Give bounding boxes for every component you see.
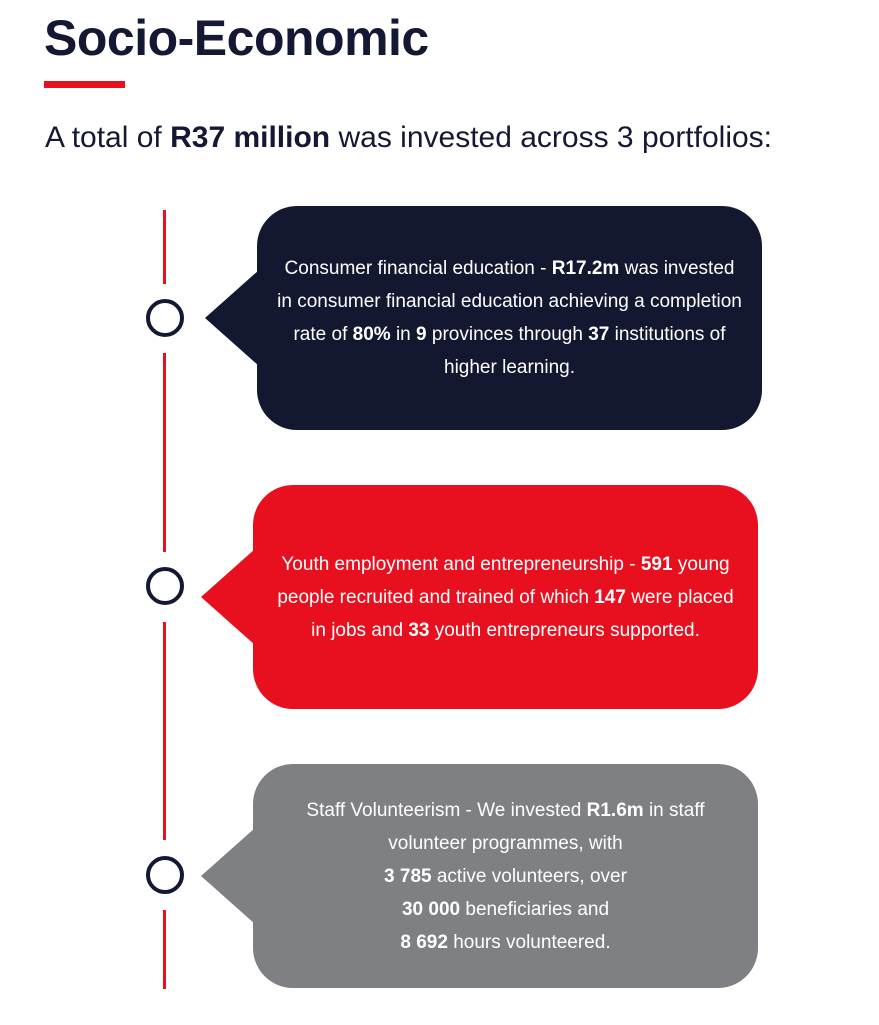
- highlight-provinces: 9: [416, 324, 427, 345]
- text-run: in: [390, 324, 417, 345]
- highlight-hours: 8 692: [400, 931, 448, 953]
- text-run: was invested in consumer financial education achieving a completion rate of: [277, 258, 742, 345]
- text-run: Consumer financial education -: [284, 258, 552, 279]
- highlight-amount: R17.2m: [551, 258, 620, 279]
- timeline-node-3: [146, 856, 184, 894]
- timeline-line-segment: [163, 622, 166, 840]
- text-run: active volunteers, over: [431, 865, 627, 887]
- portfolio-description: [271, 794, 740, 959]
- text-run: Staff Volunteerism - We invested: [306, 799, 587, 821]
- highlight-institutions: 37: [588, 324, 610, 345]
- timeline-node-2: [146, 567, 184, 605]
- text-run: were placed in jobs and: [311, 586, 734, 641]
- highlight-entrepreneurs: 33: [408, 619, 430, 641]
- portfolio-description: [271, 548, 740, 647]
- intro-text-start: A total of: [45, 121, 171, 154]
- timeline-line-segment: [163, 353, 166, 552]
- text-run: Youth employment and entrepreneurship -: [281, 553, 641, 575]
- portfolio-card-youth-employment: [253, 485, 758, 709]
- highlight-volunteers: 3 785: [384, 865, 432, 887]
- highlight-completion-rate: 80%: [352, 324, 391, 345]
- intro-statement: [45, 116, 875, 160]
- title-underline-accent: [44, 81, 125, 88]
- text-run: beneficiaries and: [460, 898, 610, 920]
- highlight-beneficiaries: 30 000: [401, 898, 461, 920]
- portfolio-card-financial-education: [257, 206, 762, 430]
- intro-text-end: was invested across 3 portfolios:: [330, 121, 773, 154]
- portfolio-description: [275, 252, 744, 384]
- text-run: provinces through: [426, 324, 589, 345]
- intro-total-amount: R37 million: [170, 121, 331, 154]
- text-run: hours volunteered.: [447, 931, 611, 953]
- text-run: young people recruited and trained of which: [277, 553, 730, 608]
- timeline-node-1: [146, 299, 184, 337]
- timeline-line-segment: [163, 210, 166, 284]
- text-run: in staff volunteer programmes, with: [388, 799, 705, 854]
- portfolio-card-staff-volunteerism: [253, 764, 758, 988]
- text-run: institutions of higher learning.: [444, 324, 726, 378]
- highlight-recruited: 591: [640, 553, 673, 575]
- highlight-placed: 147: [594, 586, 626, 608]
- page-title: Socio-Economic: [44, 10, 429, 66]
- text-run: youth entrepreneurs supported.: [429, 619, 700, 641]
- timeline-line-segment: [163, 910, 166, 989]
- highlight-amount: R1.6m: [586, 799, 644, 821]
